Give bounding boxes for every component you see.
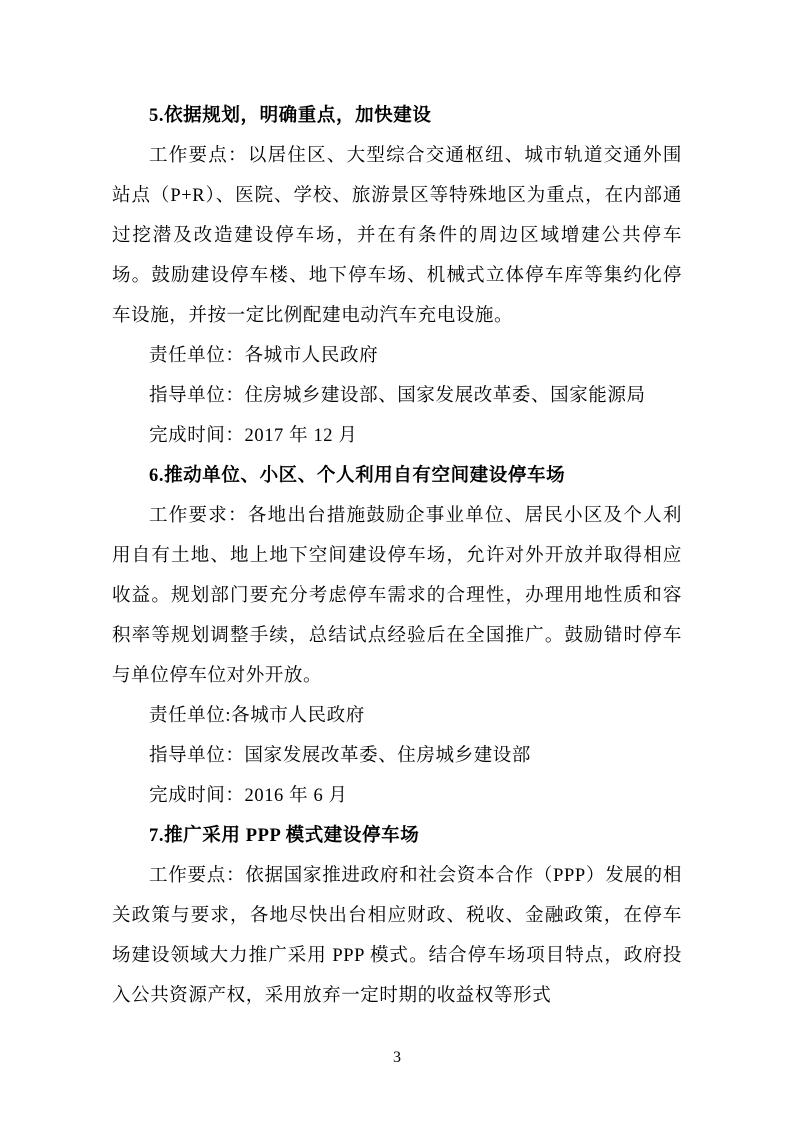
section-heading-6: 6.推动单位、小区、个人利用自有空间建设停车场 xyxy=(149,466,566,486)
document-body xyxy=(112,96,682,1016)
section-6-responsible-unit: 责任单位:各城市人民政府 xyxy=(149,706,365,726)
section-heading-7: 7.推广采用 PPP 模式建设停车场 xyxy=(149,826,420,846)
section-heading-5: 5.依据规划，明确重点，加快建设 xyxy=(149,106,432,126)
page-number: 3 xyxy=(393,1049,401,1066)
section-5-completion-time: 完成时间：2017 年 12 月 xyxy=(149,426,358,446)
section-5-work-points: 工作要点：以居住区、大型综合交通枢纽、城市轨道交通外围站点（P+R）、医院、学校、旅游景区等特殊地区为重点，在内部通过挖潜及改造建设停车场，并在有条件的周边区域增建公共停车场。鼓励建设停车楼、地下停车场、机械式立体停车库等集约化停车设施，并按一定比例配建电动汽车充电设施。 xyxy=(112,146,682,326)
section-6-completion-time: 完成时间：2016 年 6 月 xyxy=(149,786,348,806)
section-5-responsible-unit: 责任单位：各城市人民政府 xyxy=(149,346,379,366)
section-5-guidance-unit: 指导单位：住房城乡建设部、国家发展改革委、国家能源局 xyxy=(149,386,646,406)
section-7-work-points: 工作要点：依据国家推进政府和社会资本合作（PPP）发展的相关政策与要求，各地尽快出台相应财政、税收、金融政策，在停车场建设领域大力推广采用 PPP 模式。结合停车场项目特点，政府投入公共资源产权，采用放弃一定时期的收益权等形式 xyxy=(112,866,682,1006)
section-6-guidance-unit: 指导单位：国家发展改革委、住房城乡建设部 xyxy=(149,746,532,766)
section-6-work-requirements: 工作要求：各地出台措施鼓励企事业单位、居民小区及个人利用自有土地、地上地下空间建设停车场，允许对外开放并取得相应收益。规划部门要充分考虑停车需求的合理性，办理用地性质和容积率等规划调整手续，总结试点经验后在全国推广。鼓励错时停车与单位停车位对外开放。 xyxy=(112,506,682,686)
